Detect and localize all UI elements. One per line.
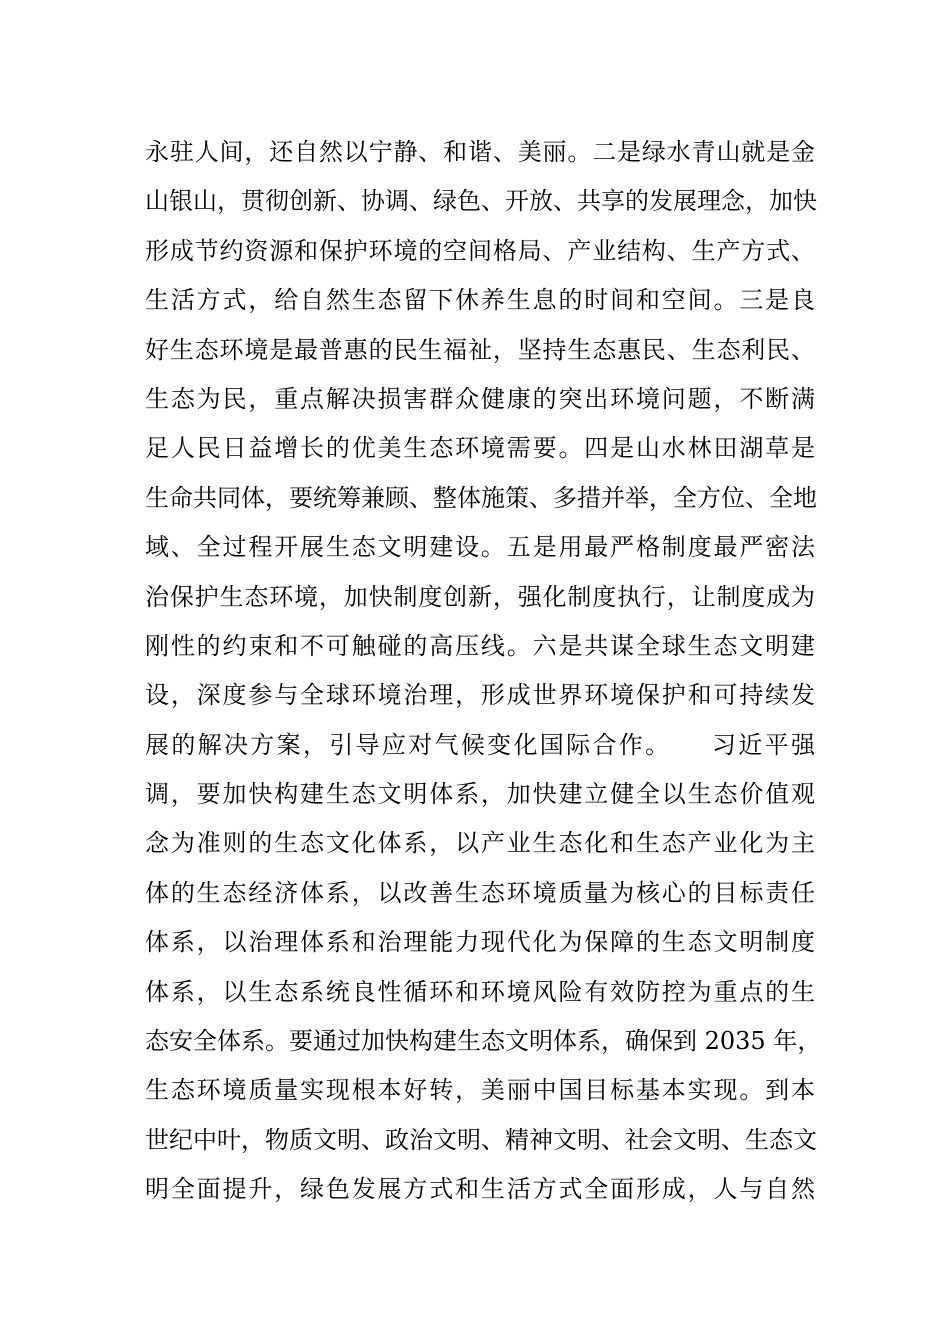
text-line-12: 设，深度参与全球环境治理，形成世界环境保护和可持续发	[145, 681, 815, 710]
text-line-4: 生活方式，给自然生态留下休养生息的时间和空间。三是良	[145, 286, 815, 315]
text-line-5: 好生态环境是最普惠的民生福祉，坚持生态惠民、生态利民、	[145, 335, 815, 364]
text-line-22: 明全面提升，绿色发展方式和生活方式全面形成，人与自然	[145, 1175, 815, 1204]
text-line-11: 刚性的约束和不可触碰的高压线。六是共谋全球生态文明建	[145, 631, 815, 660]
text-line-9: 域、全过程开展生态文明建设。五是用最严格制度最严密法	[145, 533, 815, 562]
text-line-8: 生命共同体，要统筹兼顾、整体施策、多措并举，全方位、全地	[145, 483, 817, 512]
text-line-10: 治保护生态环境，加快制度创新，强化制度执行，让制度成为	[145, 582, 815, 611]
text-line-3: 形成节约资源和保护环境的空间格局、产业结构、生产方式、	[145, 236, 815, 265]
text-line-7: 足人民日益增长的优美生态环境需要。四是山水林田湖草是	[145, 434, 815, 463]
text-line-16: 体的生态经济体系，以改善生态环境质量为核心的目标责任	[145, 878, 815, 907]
text-line-18: 体系，以生态系统良性循环和环境风险有效防控为重点的生	[145, 977, 815, 1006]
text-line-1: 永驻人间，还自然以宁静、和谐、美丽。二是绿水青山就是金	[145, 138, 815, 166]
text-line-15: 念为准则的生态文化体系，以产业生态化和生态产业化为主	[145, 829, 815, 858]
text-line-20: 生态环境质量实现根本好转，美丽中国目标基本实现。到本	[145, 1076, 815, 1105]
text-line-14: 调，要加快构建生态文明体系，加快建立健全以生态价值观	[145, 780, 815, 809]
text-line-17: 体系，以治理体系和治理能力现代化为保障的生态文明制度	[145, 928, 815, 957]
text-line-21: 世纪中叶，物质文明、政治文明、精神文明、社会文明、生态文	[145, 1125, 817, 1154]
text-line-19: 态安全体系。要通过加快构建生态文明体系，确保到 2035 年，	[145, 1027, 822, 1056]
text-line-2: 山银山，贯彻创新、协调、绿色、开放、共享的发展理念，加快	[145, 187, 817, 216]
body-text	[145, 128, 822, 1215]
text-line-6: 生态为民，重点解决损害群众健康的突出环境问题，不断满	[145, 384, 815, 413]
text-line-13: 展的解决方案，引导应对气候变化国际合作。 习近平强	[145, 730, 815, 759]
